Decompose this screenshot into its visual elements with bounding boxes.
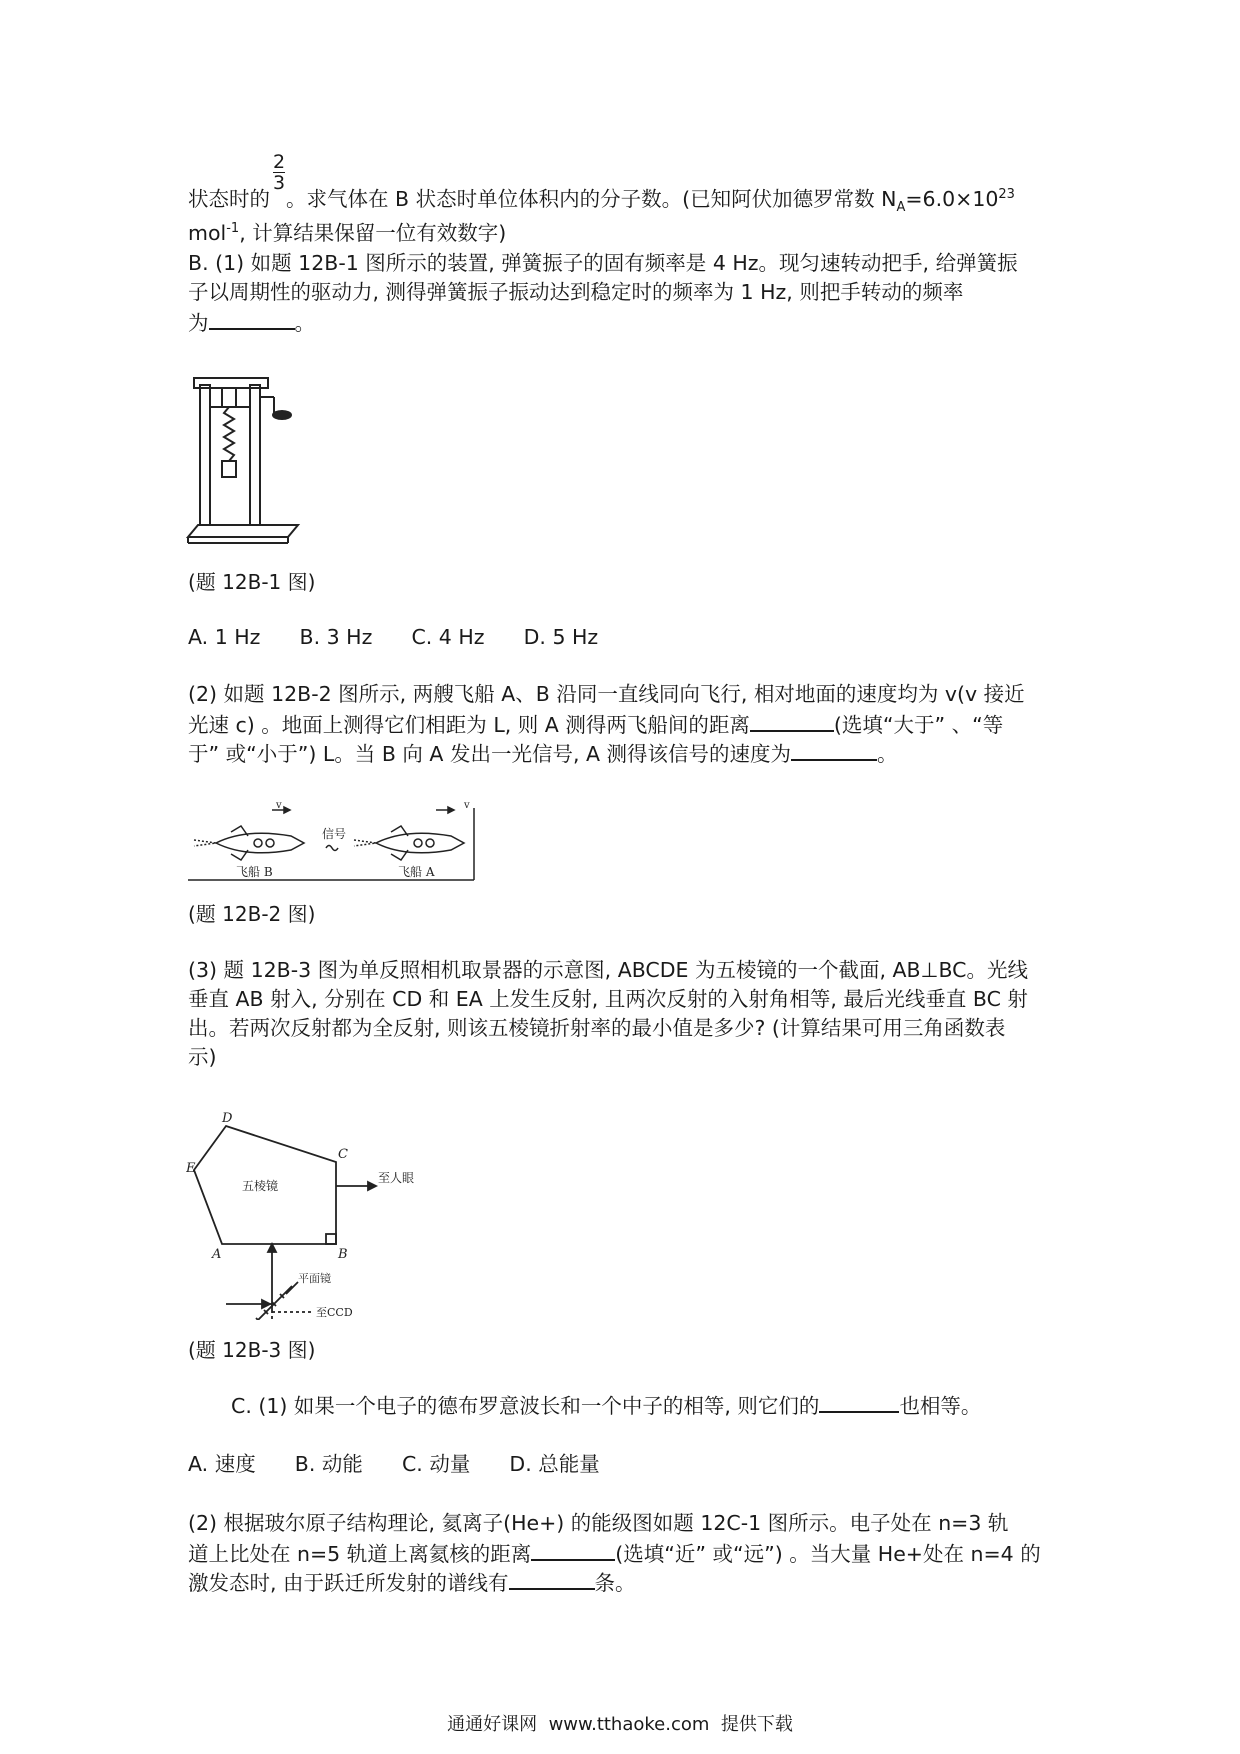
options-text: A. 速度 B. 动能 C. 动量 D. 总能量: [188, 1452, 600, 1476]
answer-blank[interactable]: [819, 1389, 899, 1413]
pentaprism-figure: [186, 1110, 426, 1320]
answer-blank[interactable]: [791, 737, 877, 761]
ship-b-label: 飞船 B: [236, 865, 273, 879]
superscript: 23: [998, 187, 1015, 202]
spaceships-figure: [186, 798, 476, 883]
text-segment: 。: [294, 311, 315, 335]
to-ccd-label: 至CCD: [316, 1306, 353, 1319]
options-text: A. 1 Hz B. 3 Hz C. 4 Hz D. 5 Hz: [188, 625, 599, 649]
text-segment: 激发态时, 由于跃迁所发射的谱线有: [188, 1571, 509, 1595]
question-1-options: [188, 622, 598, 652]
signal-label: 信号: [322, 827, 347, 841]
text-segment: , 计算结果保留一位有效数字): [239, 220, 507, 245]
text-segment: 。: [877, 742, 898, 766]
text-segment: 状态时的: [188, 186, 270, 211]
text-segment: 也相等。: [899, 1394, 982, 1418]
fraction-numerator: 2: [272, 151, 286, 173]
answer-blank[interactable]: [509, 1566, 595, 1590]
text-line-q3-2: 垂直 AB 射入, 分别在 CD 和 EA 上发生反射, 且两次反射的入射角相等, 最后光线垂直 BC 射: [188, 987, 1028, 1011]
text-line-c2-3: [188, 1566, 636, 1598]
text-segment: 。求气体在 B 状态时单位体积内的分子数。(已知阿伏加德罗常数 N: [286, 186, 897, 211]
text-line-q2-3: [188, 737, 898, 769]
text-segment: 为: [188, 311, 209, 335]
ship-a-label: 飞船 A: [398, 865, 435, 879]
vertex-c-label: C: [338, 1147, 348, 1162]
prism-label: 五棱镜: [242, 1179, 279, 1193]
text-segment: mol: [188, 220, 227, 245]
text-line-q3-4: 示): [188, 1045, 217, 1069]
text-segment: (选填“近” 或“远”) 。当大量 He+处在 n=4 的: [615, 1542, 1041, 1566]
spring-oscillator-figure: [186, 375, 306, 545]
vertex-d-label: D: [222, 1111, 233, 1126]
mirror-label: 平面镜: [298, 1272, 331, 1285]
ship-a-velocity-label: v: [464, 800, 470, 811]
subscript: A: [896, 199, 906, 215]
superscript: -1: [226, 221, 240, 236]
answer-blank[interactable]: [531, 1537, 615, 1561]
text-line-q3-1: (3) 题 12B-3 图为单反照相机取景器的示意图, ABCDE 为五棱镜的一个截面, AB⊥BC。光线: [188, 958, 1028, 982]
figure-caption-12b-2: (题 12B-2 图): [188, 902, 316, 926]
vertex-b-label: B: [338, 1247, 348, 1262]
text-line-2: [188, 214, 506, 248]
ship-b-velocity-label: v: [276, 800, 282, 811]
text-segment: 于” 或“小于”) L。当 B 向 A 发出一光信号, A 测得该信号的速度为: [188, 742, 792, 766]
fraction-denominator: 3: [272, 172, 286, 194]
text-line-c2-2: [188, 1537, 1041, 1569]
text-segment: 光速 c) 。地面上测得它们相距为 L, 则 A 测得两飞船间的距离: [188, 713, 750, 737]
vertex-e-label: E: [186, 1161, 196, 1176]
c1-options: [188, 1449, 600, 1479]
text-line-3: B. (1) 如题 12B-1 图所示的装置, 弹簧振子的固有频率是 4 Hz。现匀速转动把手, 给弹簧振: [188, 251, 1018, 275]
text-line-4: 子以周期性的驱动力, 测得弹簧振子振动达到稳定时的频率为 1 Hz, 则把手转动的频率: [188, 280, 964, 304]
text-segment: (选填“大于” 、“等: [833, 713, 1004, 737]
page-footer: 通通好课网 www.tthaoke.com 提供下载: [447, 1714, 793, 1735]
text-line-c2-1: (2) 根据玻尔原子结构理论, 氦离子(He+) 的能级图如题 12C-1 图所示。电子处在 n=3 轨: [188, 1511, 1009, 1535]
text-line-q3-3: 出。若两次反射都为全反射, 则该五棱镜折射率的最小值是多少? (计算结果可用三角函数表: [188, 1016, 1006, 1040]
text-segment: =6.0×10: [905, 186, 999, 211]
to-eye-label: 至人眼: [378, 1171, 415, 1185]
answer-blank[interactable]: [209, 306, 295, 330]
text-line-5: [188, 306, 315, 338]
text-line-q2-1: (2) 如题 12B-2 图所示, 两艘飞船 A、B 沿同一直线同向飞行, 相对地面的速度均为 v(v 接近: [188, 682, 1025, 706]
text-line-q2-2: [188, 708, 1003, 740]
text-segment: C. (1) 如果一个电子的德布罗意波长和一个中子的相等, 则它们的: [231, 1394, 820, 1418]
text-segment: 条。: [594, 1571, 636, 1595]
text-segment: 道上比处在 n=5 轨道上离氦核的距离: [188, 1542, 532, 1566]
text-line-c1: [231, 1389, 981, 1421]
vertex-a-label: A: [212, 1247, 222, 1262]
figure-caption-12b-1: (题 12B-1 图): [188, 570, 316, 594]
figure-caption-12b-3: (题 12B-3 图): [188, 1338, 316, 1362]
answer-blank[interactable]: [750, 708, 834, 732]
